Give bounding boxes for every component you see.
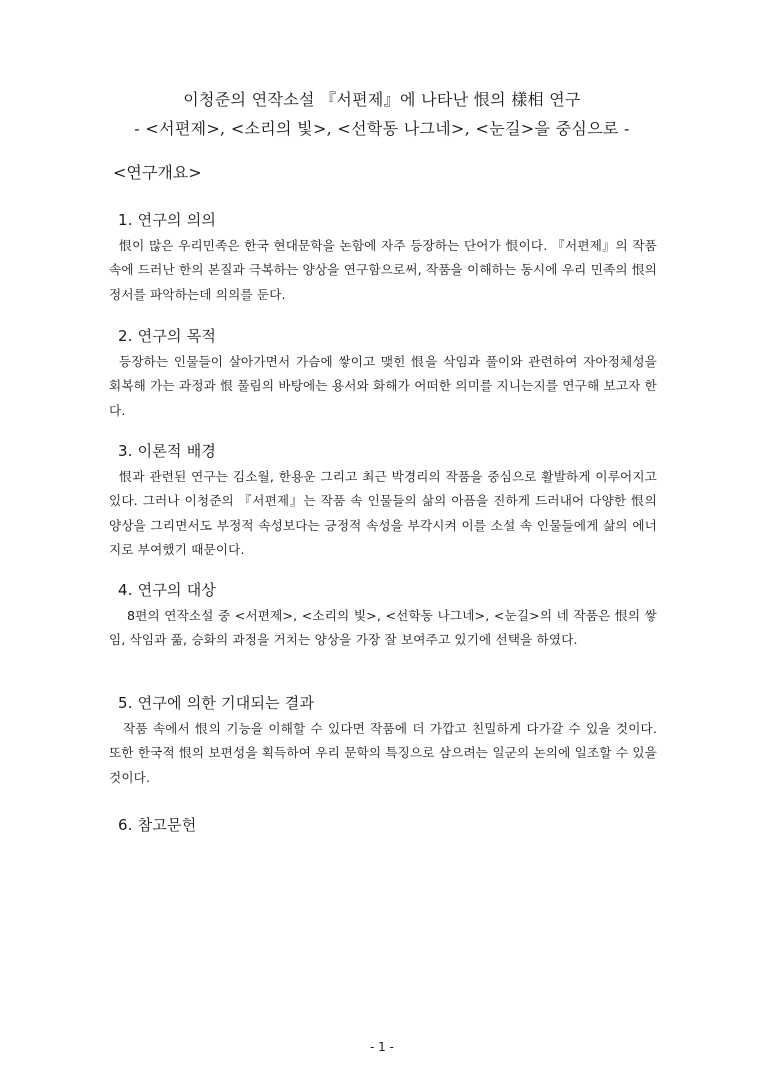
section-body: 등장하는 인물들이 살아가면서 가슴에 쌓이고 맺힌 恨을 삭임과 풀이와 관련하여 자아정체성을 회복해 가는 과정과 恨 풀림의 바탕에는 용서와 화해가 어떠한 의미를 지니는지를 연구해 보고자 한다. (109, 354, 657, 418)
section-purpose (109, 325, 657, 423)
section-heading: 3. 이론적 배경 (118, 442, 217, 460)
overview-heading: <연구개요> (113, 163, 202, 182)
section-theoretical-background (109, 440, 657, 562)
document-subtitle: - <서편제>, <소리의 빛>, <선학동 나그네>, <눈길>을 중심으로 - (134, 119, 630, 138)
section-body: 恨과 관련된 연구는 김소월, 한용운 그리고 최근 박경리의 작품을 중심으로 활발하게 이루어지고 있다. 그러나 이청준의 『서편제』는 작품 속 인물들의 삶의 아픔을 진하게 드러내어 다양한 恨의 양상을 그리면서도 부정적 속성보다는 긍정적 속성을 부각시켜 이를 소설 속 인물들에게 삶의 에너지로 부여했기 때문이다. (109, 469, 657, 557)
section-references (109, 814, 657, 839)
section-subject (109, 579, 657, 653)
section-expected-results (109, 692, 657, 790)
page-number: - 1 - (370, 1040, 394, 1054)
section-body: 작품 속에서 恨의 기능을 이해할 수 있다면 작품에 더 가깝고 친밀하게 다가갈 수 있을 것이다. 또한 한국적 恨의 보편성을 획득하여 우리 문학의 특징으로 삼으려는 일군의 논의에 일조할 수 있을 것이다. (109, 721, 657, 785)
section-heading: 2. 연구의 목적 (118, 327, 217, 345)
section-heading: 6. 참고문헌 (118, 816, 197, 834)
section-body: 8편의 연작소설 중 <서편제>, <소리의 빛>, <선학동 나그네>, <눈길>의 네 작품은 恨의 쌓임, 삭임과 풂, 승화의 과정을 거치는 양상을 가장 잘 보여주고 있기에 선택을 하였다. (109, 608, 657, 648)
section-significance (109, 209, 657, 307)
section-heading: 4. 연구의 대상 (118, 581, 217, 599)
document-title: 이청준의 연작소설 『서편제』에 나타난 恨의 樣相 연구 (183, 90, 581, 109)
section-heading: 5. 연구에 의한 기대되는 결과 (118, 694, 315, 712)
section-body: 恨이 많은 우리민족은 한국 현대문학을 논함에 자주 등장하는 단어가 恨이다. 『서편제』의 작품 속에 드러난 한의 본질과 극복하는 양상을 연구함으로써, 작품을 이해하는 동시에 우리 민족의 恨의 정서를 파악하는데 의의를 둔다. (109, 238, 657, 302)
section-heading: 1. 연구의 의의 (118, 211, 217, 229)
